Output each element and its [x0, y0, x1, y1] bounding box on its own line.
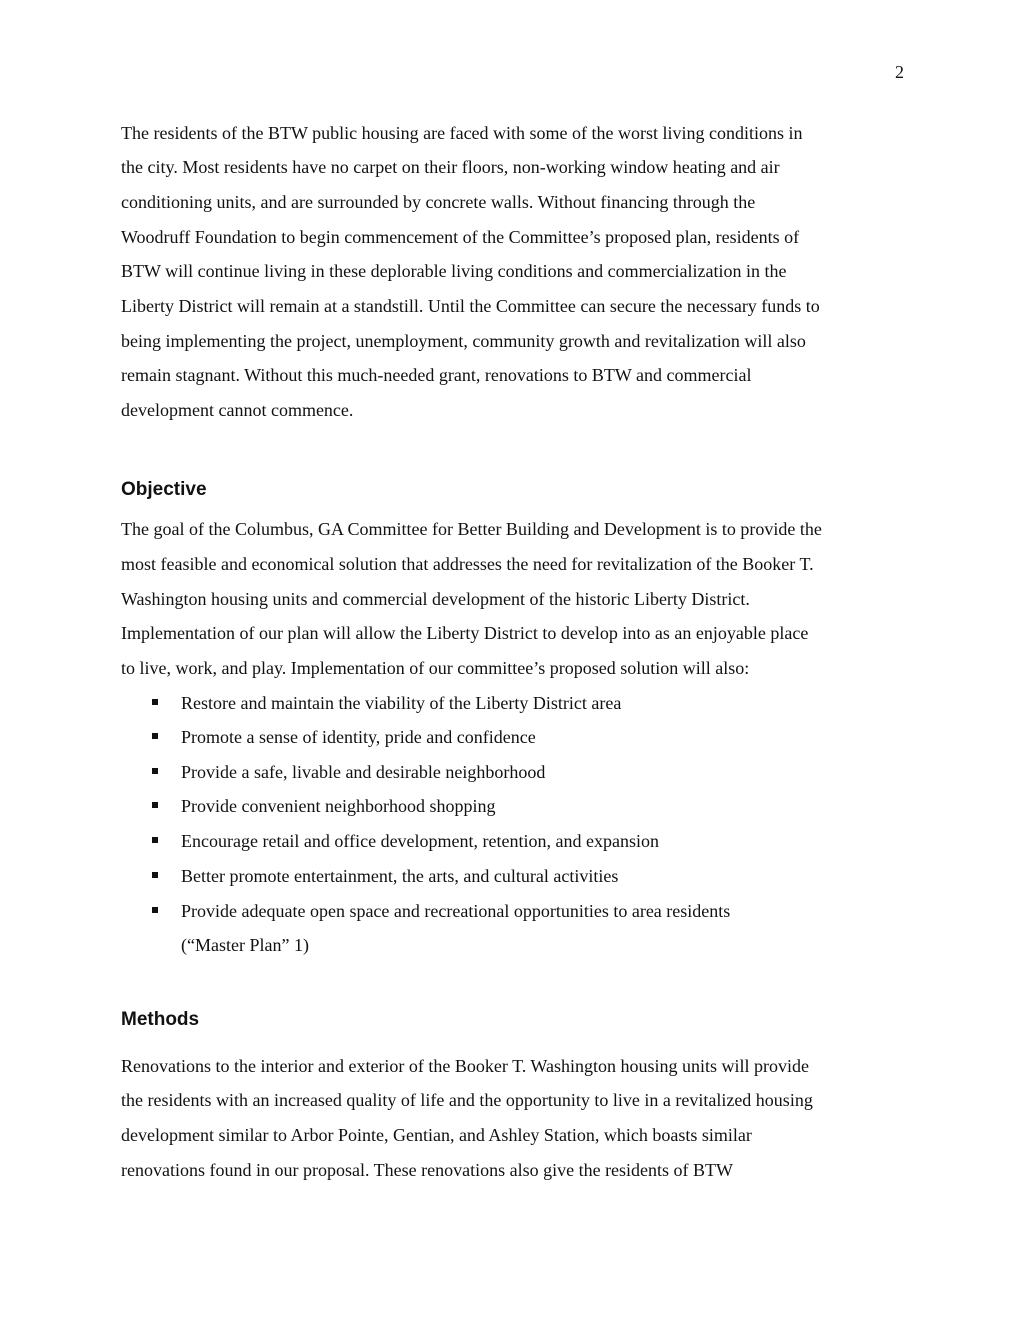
methods-heading: Methods: [121, 1009, 200, 1030]
square-bullet-icon: [152, 802, 158, 808]
list-item-text: Restore and maintain the viability of the Liberty District area: [181, 693, 622, 713]
objective-line: most feasible and economical solution that addresses the need for revitalization of the Booker T.: [121, 554, 814, 574]
intro-line: BTW will continue living in these deplorable living conditions and commercialization in the: [121, 261, 787, 281]
list-item-text: Provide adequate open space and recreational opportunities to area residents: [181, 901, 731, 921]
objective-line: to live, work, and play. Implementation of our committee’s proposed solution will also:: [121, 658, 750, 678]
intro-line: The residents of the BTW public housing are faced with some of the worst living conditions in: [121, 123, 803, 143]
methods-line: development similar to Arbor Pointe, Gentian, and Ashley Station, which boasts similar: [121, 1125, 752, 1145]
square-bullet-icon: [152, 837, 158, 843]
intro-line: being implementing the project, unemployment, community growth and revitalization will also: [121, 331, 806, 351]
intro-line: the city. Most residents have no carpet on their floors, non-working window heating and air: [121, 157, 780, 177]
methods-line: renovations found in our proposal. These renovations also give the residents of BTW: [121, 1160, 734, 1180]
list-item-text: Better promote entertainment, the arts, and cultural activities: [181, 866, 619, 886]
intro-line: remain stagnant. Without this much-needed grant, renovations to BTW and commercial: [121, 365, 752, 385]
square-bullet-icon: [152, 699, 158, 705]
intro-line: development cannot commence.: [121, 400, 354, 420]
intro-line: Woodruff Foundation to begin commencement of the Committee’s proposed plan, residents of: [121, 227, 800, 247]
list-item-text: Provide convenient neighborhood shopping: [181, 796, 496, 816]
list-item-text: Encourage retail and office development, retention, and expansion: [181, 831, 659, 851]
square-bullet-icon: [152, 907, 158, 913]
square-bullet-icon: [152, 733, 158, 739]
intro-line: Liberty District will remain at a standstill. Until the Committee can secure the necessary funds to: [121, 296, 820, 316]
page-number: 2: [895, 62, 904, 82]
square-bullet-icon: [152, 768, 158, 774]
objective-line: The goal of the Columbus, GA Committee for Better Building and Development is to provide the: [121, 519, 822, 539]
methods-line: the residents with an increased quality of life and the opportunity to live in a revitalized housing: [121, 1090, 813, 1110]
list-item-text: Provide a safe, livable and desirable neighborhood: [181, 762, 546, 782]
citation: (“Master Plan” 1): [181, 935, 309, 955]
square-bullet-icon: [152, 872, 158, 878]
methods-line: Renovations to the interior and exterior of the Booker T. Washington housing units will provide: [121, 1056, 809, 1076]
intro-line: conditioning units, and are surrounded by concrete walls. Without financing through the: [121, 192, 756, 212]
objective-line: Washington housing units and commercial development of the historic Liberty District.: [121, 589, 750, 609]
objective-heading: Objective: [121, 479, 207, 500]
objective-line: Implementation of our plan will allow the Liberty District to develop into as an enjoyable place: [121, 623, 809, 643]
list-item-text: Promote a sense of identity, pride and confidence: [181, 727, 536, 747]
